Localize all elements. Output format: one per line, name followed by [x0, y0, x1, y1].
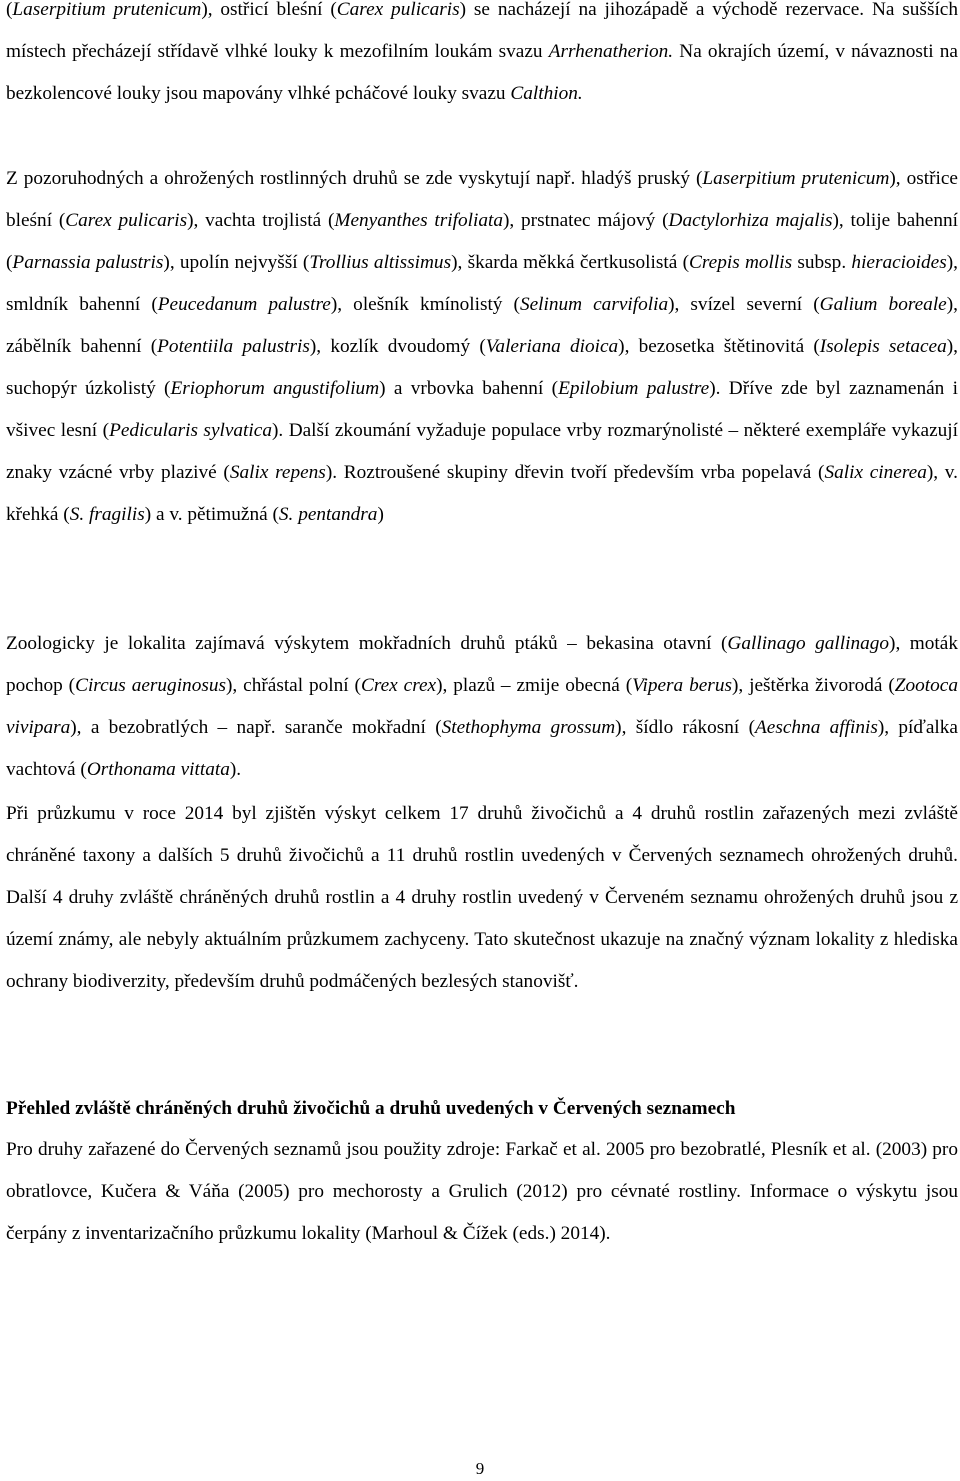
text-run: Na okrajích území, v návaznosti na bezkolencové louky jsou mapovány vlhké pcháčové louky svazu — [6, 41, 958, 104]
species-name: Eriophorum angustifolium — [170, 378, 380, 399]
species-name: Aeschna affinis — [755, 717, 878, 738]
species-name: Zootoca vivipara — [6, 675, 958, 738]
species-name: hieracioides — [851, 252, 947, 273]
paragraph-red-list-sources: Pro druhy zařazené do Červených seznamů jsou použity zdroje: Farkač et al. 2005 pro bezobratlé, Plesník et al. (2003) pro obratlovce, Kučera & Váňa (2005) pro mechorosty a Grulich (2012) pro cévnaté rostliny. Informace o výskytu jsou čerpány z inventarizačního průzkumu lokality (Marhoul & Čížek (eds.) 2014). — [6, 1139, 958, 1244]
text-run: ). — [229, 759, 242, 780]
paragraph-meadows — [6, 0, 958, 115]
text-run: ( — [6, 0, 13, 20]
species-name: Calthion. — [510, 83, 583, 104]
species-name: S. fragilis — [69, 504, 145, 525]
text-run: ), šídlo rákosní ( — [615, 717, 756, 738]
text-run: ), bezosetka štětinovitá ( — [618, 336, 820, 357]
text-run: ), olešník kmínolistý ( — [330, 294, 520, 315]
text-run: ), v. křehká ( — [6, 462, 959, 525]
species-name: Carex pulicaris — [65, 210, 188, 231]
paragraph-zoology — [6, 623, 958, 791]
text-run: ), zábělník bahenní ( — [6, 294, 958, 357]
text-run: ), škarda měkká čertkusolistá ( — [451, 252, 689, 273]
text-run: Při průzkumu v roce 2014 byl zjištěn výskyt celkem 17 druhů živočichů a 4 druhů rostlin zařazených mezi zvláště chráněné taxony a dalších 5 druhů živočichů a 11 druhů rostlin uvedených v Červených seznamech ohrožených druhů. Další 4 druhy zvláště chráněných druhů rostlin a 4 druhy rostlin uvedený v Červeném seznamu ohrožených druhů jsou z území známy, ale nebyly aktuálním průzkumem zachyceny. Tato skutečnost ukazuje na značný význam lokality z hlediska ochrany biodiverzity, především druhů podmáčených bezlesých stanovišť. — [6, 803, 958, 992]
text-run: ). Roztroušené skupiny dřevin tvoří především vrba popelavá ( — [325, 462, 825, 483]
species-name: Gallinago gallinago — [727, 633, 890, 654]
species-name: Selinum carvifolia — [519, 294, 669, 315]
species-name: Potentiila palustris — [157, 336, 310, 357]
species-name: Galium boreale — [819, 294, 947, 315]
species-name: Circus aeruginosus — [75, 675, 226, 696]
text-run: ). Dříve zde byl zaznamenán i všivec lesní ( — [6, 378, 959, 441]
species-name: Salix cinerea — [824, 462, 927, 483]
species-name: Salix repens — [229, 462, 326, 483]
species-name: Carex pulicaris — [336, 0, 460, 20]
species-name: Menyanthes trifoliata — [334, 210, 503, 231]
section-heading: Přehled zvláště chráněných druhů živočichů a druhů uvedených v Červených seznamech — [6, 1098, 736, 1119]
paragraph-survey-2014 — [6, 793, 958, 1003]
species-name: Orthonama vittata — [86, 759, 230, 780]
text-run: ), ostřice bleśní ( — [6, 168, 958, 231]
species-name: Crepis mollis — [689, 252, 793, 273]
text-run: ), píďalka vachtová ( — [6, 717, 958, 780]
text-run: ), upolín nejvyšší ( — [163, 252, 310, 273]
species-name: S. pentandra — [278, 504, 378, 525]
text-run: ), ještěrka živorodá ( — [731, 675, 895, 696]
species-name: Isolepis setacea — [819, 336, 947, 357]
page-number: 9 — [475, 1459, 485, 1478]
species-name: Vipera berus — [632, 675, 732, 696]
species-name: Epilobium palustre — [558, 378, 710, 399]
text-run: ). Další zkoumání vyžaduje populace vrby rozmarýnolisté – některé exempláře vykazují znaky vzácné vrby plazivé ( — [6, 420, 958, 483]
text-run: ), ostřicí bleśní ( — [201, 0, 337, 20]
species-name: Laserpitium prutenicum — [702, 168, 890, 189]
text-run: Zoologicky je lokalita zajímavá výskytem mokřadních druhů ptáků – bekasina otavní ( — [6, 633, 728, 654]
text-run: ), tolije bahenní ( — [6, 210, 958, 273]
text-run: subsp. — [792, 252, 852, 273]
species-name: Dactylorhiza majalis — [668, 210, 833, 231]
paragraph-plant-species — [6, 158, 958, 536]
text-run: ), moták pochop ( — [6, 633, 958, 696]
text-run: ), vachta trojlistá ( — [187, 210, 335, 231]
species-name: Valeriana dioica — [485, 336, 619, 357]
text-run: ), suchopýr úzkolistý ( — [6, 336, 958, 399]
text-run: ) — [377, 504, 384, 525]
text-run: ), smldník bahenní ( — [6, 252, 958, 315]
text-run: ) se nacházejí na jihozápadě a východě rezervace. Na sušších místech přecházejí střídavě vlhké louky k mezofilním loukám svazu — [6, 0, 958, 62]
species-name: Pedicularis sylvatica — [109, 420, 272, 441]
species-name: Stethophyma grossum — [441, 717, 616, 738]
text-run: ), prstnatec májový ( — [502, 210, 669, 231]
species-name: Peucedanum palustre — [157, 294, 331, 315]
text-run: ) a vrbovka bahenní ( — [379, 378, 559, 399]
species-name: Laserpitium prutenicum — [12, 0, 202, 20]
text-run: ) a v. pětimužná ( — [144, 504, 279, 525]
species-name: Trollius altissimus — [309, 252, 452, 273]
text-run: ), kozlík dvoudomý ( — [309, 336, 486, 357]
text-run: Z pozoruhodných a ohrožených rostlinných druhů se zde vyskytují např. hladýš pruský ( — [6, 168, 703, 189]
species-name: Crex crex — [360, 675, 437, 696]
species-name: Arrhenatherion. — [548, 41, 674, 62]
text-run: ), chřástal polní ( — [225, 675, 361, 696]
species-name: Parnassia palustris — [12, 252, 164, 273]
text-run: ), plazů – zmije obecná ( — [436, 675, 633, 696]
text-run: ), a bezobratlých – např. saranče mokřadní ( — [70, 717, 442, 738]
text-run: ), svízel severní ( — [668, 294, 820, 315]
